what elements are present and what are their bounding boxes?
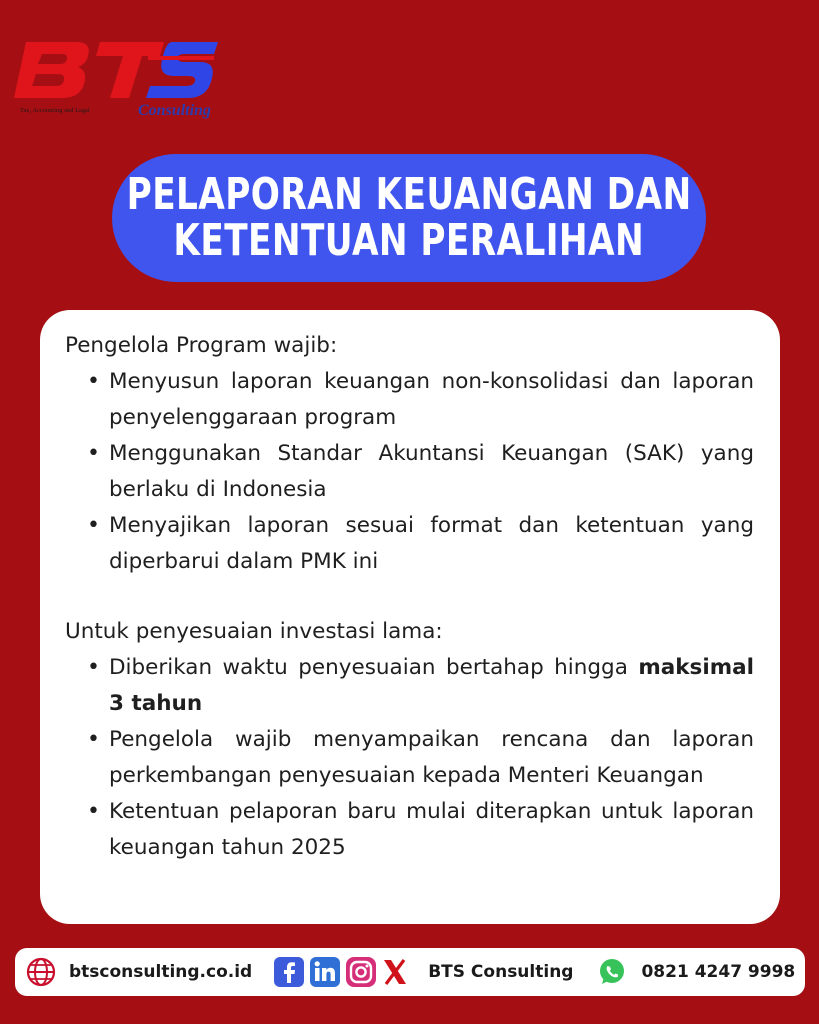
section-heading-investment: Untuk penyesuaian investasi lama: [65, 619, 443, 644]
list-item: • Menggunakan Standar Akuntansi Keuangan (SAK) yang berlaku di Indonesia [87, 436, 754, 508]
content-card [40, 310, 780, 924]
linkedin-icon[interactable] [310, 957, 340, 987]
section-heading-program: Pengelola Program wajib: [65, 333, 338, 358]
list-item [87, 650, 754, 722]
phone-number[interactable]: 0821 4247 9998 [641, 962, 796, 982]
list-item: • Menyusun laporan keuangan non-konsolidasi dan laporan penyelenggaraan program [87, 364, 754, 436]
brand-name: BTS Consulting [428, 962, 574, 982]
list-item-bold: maksimal 3 tahun [109, 655, 754, 716]
list-item-text: Diberikan waktu penyesuaian bertahap hingga [109, 655, 628, 680]
program-obligations-list [87, 364, 754, 580]
whatsapp-icon[interactable] [597, 957, 627, 987]
logo-tagline: Tax, Accounting and Legal [20, 108, 90, 114]
list-item: • Menyajikan laporan sesuai format dan ketentuan yang diperbarui dalam PMK ini [87, 508, 754, 580]
footer-bar [15, 948, 805, 996]
list-item: • Pengelola wajib menyampaikan rencana dan laporan perkembangan penyesuaian kepada Menteri Keuangan [87, 722, 754, 794]
logo-consulting-text: Consulting [138, 102, 211, 119]
x-icon[interactable] [382, 958, 408, 986]
investment-adjustment-list [87, 650, 754, 866]
globe-icon [25, 956, 57, 988]
website-link[interactable]: btsconsulting.co.id [69, 962, 253, 982]
title-line-1: PELAPORAN KEUANGAN DAN [126, 169, 692, 220]
instagram-icon[interactable] [346, 957, 376, 987]
facebook-icon[interactable] [274, 957, 304, 987]
title-line-2: KETENTUAN PERALIHAN [173, 215, 645, 266]
list-item: • Ketentuan pelaporan baru mulai diterapkan untuk laporan keuangan tahun 2025 [87, 794, 754, 866]
title-banner [112, 154, 706, 282]
